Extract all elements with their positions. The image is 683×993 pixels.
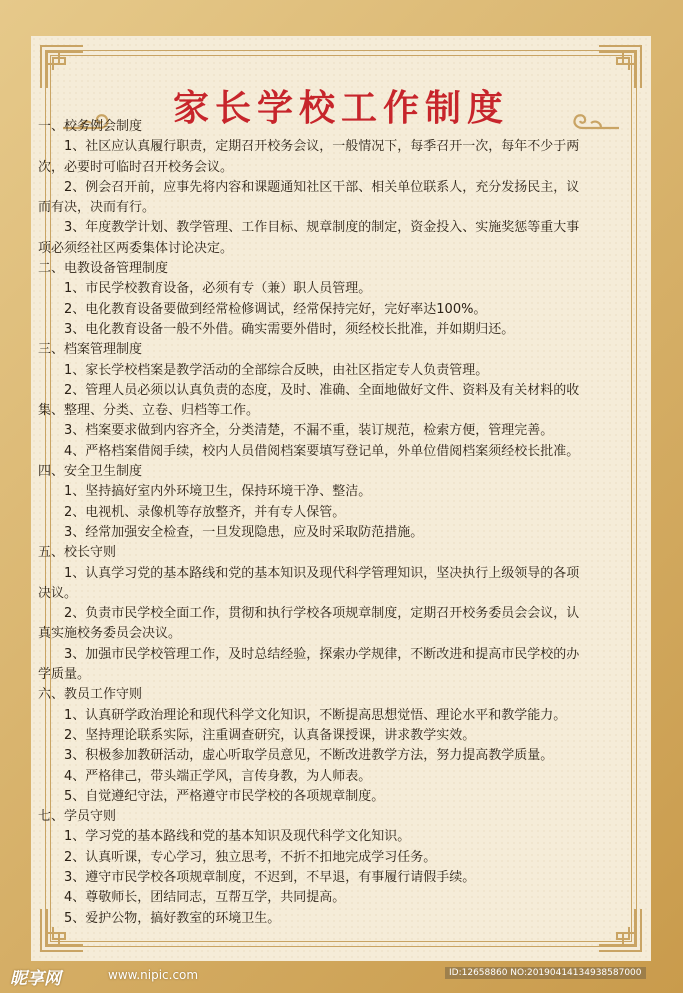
rule-item: 2、电视机、录像机等存放整齐，并有专人保管。	[64, 504, 346, 520]
section-heading: 七、学员守则	[38, 809, 117, 825]
rule-item: 2、管理人员必须以认真负责的态度，及时、准确、全面地做好文件、资料及有关材料的收集、整理、分类、立卷、归档等工作。	[38, 382, 580, 419]
rule-item: 1、市民学校教育设备，必须有专（兼）职人员管理。	[64, 281, 372, 297]
rule-item: 3、积极参加教研活动，虚心听取学员意见，不断改进教学方法，努力提高教学质量。	[64, 748, 554, 764]
watermark-url: www.nipic.com	[108, 968, 199, 982]
corner-ornament-icon	[597, 907, 643, 953]
rule-item: 4、严格律己，带头端正学风，言传身教，为人师表。	[64, 768, 372, 784]
rule-item: 3、遵守市民学校各项规章制度，不迟到，不早退，有事履行请假手续。	[64, 869, 476, 885]
section-heading: 二、电教设备管理制度	[38, 261, 169, 277]
rule-item: 1、认真学习党的基本路线和党的基本知识及现代科学管理知识，坚决执行上级领导的各项决议。	[38, 565, 580, 601]
rule-item: 1、坚持搞好室内外环境卫生，保持环境干净、整洁。	[64, 484, 372, 500]
rule-item: 3、加强市民学校管理工作，及时总结经验，探索办学规律，不断改进和提高市民学校的办学质量。	[38, 646, 580, 683]
rule-item: 1、学习党的基本路线和党的基本知识及现代科学文化知识。	[64, 829, 411, 845]
rule-item: 3、电化教育设备一般不外借。确实需要外借时，须经校长批准，并如期归还。	[64, 321, 515, 337]
section-heading: 五、校长守则	[38, 545, 117, 561]
page-title: 家长学校工作制度	[172, 87, 509, 129]
rule-item: 4、严格档案借阅手续，校内人员借阅档案要填写登记单，外单位借阅档案须经校长批准。	[64, 443, 580, 459]
rule-item: 2、认真听课，专心学习，独立思考，不折不扣地完成学习任务。	[64, 849, 437, 865]
rule-item: 2、负责市民学校全面工作，贯彻和执行学校各项规章制度，定期召开校务委员会会议，认真实施校务委员会决议。	[38, 606, 580, 642]
rule-item: 2、坚持理论联系实际，注重调查研究，认真备课授课，讲求教学实效。	[64, 727, 476, 743]
rule-item: 1、认真研学政治理论和现代科学文化知识，不断提高思想觉悟、理论水平和教学能力。	[64, 707, 567, 723]
section-heading: 一、校务例会制度	[38, 119, 143, 134]
rule-item: 1、社区应认真履行职责，定期召开校务会议，一般情况下，每季召开一次，每年不少于两次，必要时可临时召开校务会议。	[38, 139, 580, 175]
rule-item: 2、例会召开前，应事先将内容和课题通知社区干部、相关单位联系人，充分发扬民主，议而有决，决而有行。	[38, 179, 580, 216]
rule-item: 3、年度教学计划、教学管理、工作目标、规章制度的制定，资金投入、实施奖惩等重大事项必须经社区两委集体讨论决定。	[38, 220, 580, 256]
watermark-logo: 昵享网	[10, 969, 61, 989]
rule-item: 5、自觉遵纪守法，严格遵守市民学校的各项规章制度。	[64, 788, 385, 804]
section-heading: 四、安全卫生制度	[38, 464, 143, 480]
rules-content	[38, 117, 586, 929]
rule-item: 5、爱护公物，搞好教室的环境卫生。	[64, 910, 281, 926]
section-heading: 三、档案管理制度	[38, 342, 143, 358]
section-heading: 六、教员工作守则	[38, 687, 143, 703]
rule-item: 3、档案要求做到内容齐全，分类清楚，不漏不重，装订规范，检索方便，管理完善。	[64, 423, 554, 439]
rule-item: 4、尊敬师长，团结同志，互帮互学，共同提高。	[64, 890, 346, 906]
watermark-id: ID:12658860 NO:20190414134938587000	[445, 967, 646, 979]
rule-item: 2、电化教育设备要做到经常检修调试，经常保持完好，完好率达100%。	[64, 301, 487, 317]
rule-item: 3、经常加强安全检查，一旦发现隐患，应及时采取防范措施。	[64, 524, 424, 540]
rule-item: 1、家长学校档案是教学活动的全部综合反映，由社区指定专人负责管理。	[64, 362, 489, 378]
